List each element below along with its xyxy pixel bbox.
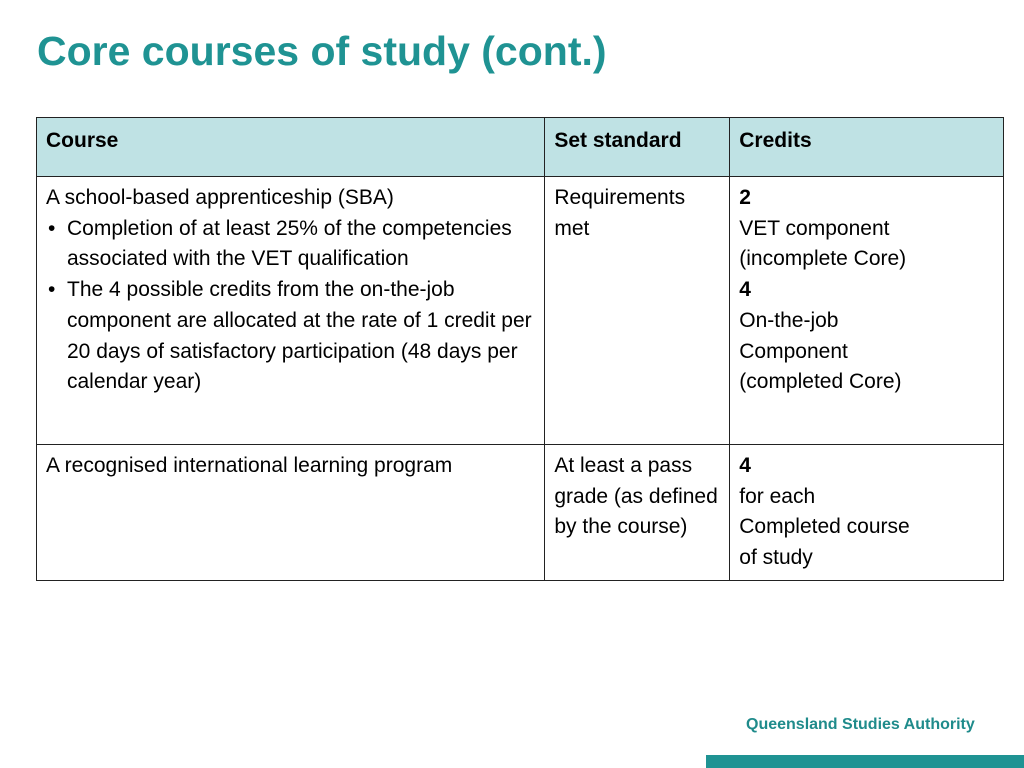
table-row bbox=[37, 177, 1004, 445]
header-credits: Credits bbox=[730, 118, 1004, 177]
course-bullet-list bbox=[46, 214, 535, 398]
footer-accent-bar bbox=[706, 755, 1024, 768]
course-title: A school-based apprenticeship (SBA) bbox=[46, 186, 394, 209]
credit-desc: for each bbox=[739, 484, 816, 508]
credit-desc: Component bbox=[739, 339, 848, 363]
course-cell bbox=[37, 445, 545, 581]
credit-value: 2 bbox=[739, 186, 751, 209]
course-cell bbox=[37, 177, 545, 445]
table-row bbox=[37, 445, 1004, 581]
course-title: A recognised international learning program bbox=[46, 454, 453, 477]
set-standard-cell: Requirements met bbox=[545, 177, 730, 445]
set-standard-cell: At least a pass grade (as defined by the course) bbox=[545, 445, 730, 581]
table-header-row bbox=[37, 118, 1004, 177]
credits-cell bbox=[730, 445, 1004, 581]
credit-desc: (completed Core) bbox=[739, 370, 902, 394]
course-bullet: • The 4 possible credits from the on-the-job component are allocated at the rate of 1 credit per 20 days of satisfactory participation (48 days per calendar year) bbox=[46, 275, 535, 398]
credit-desc: On-the-job bbox=[739, 308, 839, 332]
credit-desc: Completed course bbox=[739, 515, 910, 539]
credit-desc: VET component bbox=[739, 216, 890, 240]
credits-cell bbox=[730, 177, 1004, 445]
courses-table bbox=[36, 117, 1004, 581]
credit-desc: (incomplete Core) bbox=[739, 247, 907, 271]
header-set-standard: Set standard bbox=[545, 118, 730, 177]
credit-value: 4 bbox=[739, 454, 751, 477]
slide-title: Core courses of study (cont.) bbox=[37, 28, 607, 74]
credit-value: 4 bbox=[739, 278, 751, 302]
course-bullet: • Completion of at least 25% of the competencies associated with the VET qualification bbox=[46, 214, 535, 275]
organization-logo: Queensland Studies Authority bbox=[746, 716, 975, 733]
header-course: Course bbox=[37, 118, 545, 177]
credit-desc: of study bbox=[739, 546, 813, 570]
